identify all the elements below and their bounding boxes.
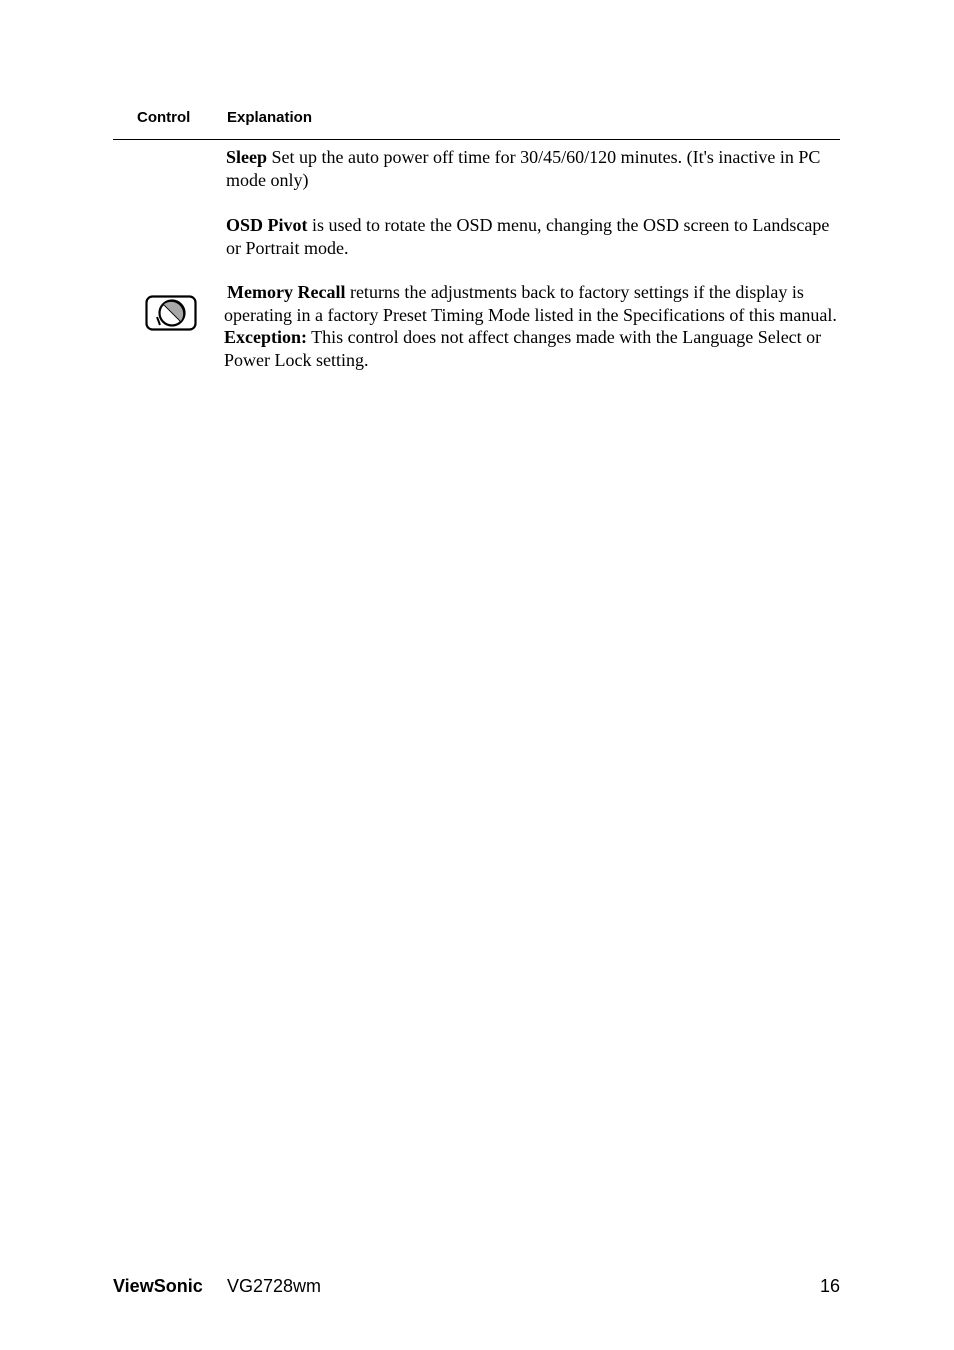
osd-pivot-term: OSD Pivot <box>226 215 308 235</box>
footer-brand: ViewSonic <box>113 1276 203 1296</box>
memory-recall-entry <box>224 281 840 371</box>
header-divider <box>113 139 840 140</box>
column-header-explanation: Explanation <box>227 109 313 126</box>
exception-description: This control does not affect changes made with the Language Select or Power Lock setting. <box>224 327 822 370</box>
sleep-description: Set up the auto power off time for 30/45/60/120 minutes. (It's inactive in PC mode only) <box>226 147 821 190</box>
osd-pivot-entry <box>226 214 842 259</box>
table-header <box>0 109 954 129</box>
footer-model: VG2728wm <box>227 1276 322 1296</box>
page-footer <box>0 1276 954 1300</box>
memory-recall-icon <box>145 295 197 331</box>
column-header-control: Control <box>137 109 191 126</box>
memory-recall-description: returns the adjustments back to factory settings if the display is operating in a factory Preset Timing Mode listed in the Specifications of this manual. <box>224 282 837 325</box>
memory-recall-term: Memory Recall <box>227 282 346 302</box>
sleep-term: Sleep <box>226 147 268 167</box>
page-number: 16 <box>819 1276 840 1296</box>
memory-recall-exception <box>224 326 840 371</box>
osd-pivot-description: is used to rotate the OSD menu, changing the OSD screen to Landscape or Portrait mode. <box>226 215 830 258</box>
exception-term: Exception: <box>224 327 307 347</box>
memory-recall-paragraph <box>224 281 840 326</box>
sleep-entry <box>226 146 842 191</box>
